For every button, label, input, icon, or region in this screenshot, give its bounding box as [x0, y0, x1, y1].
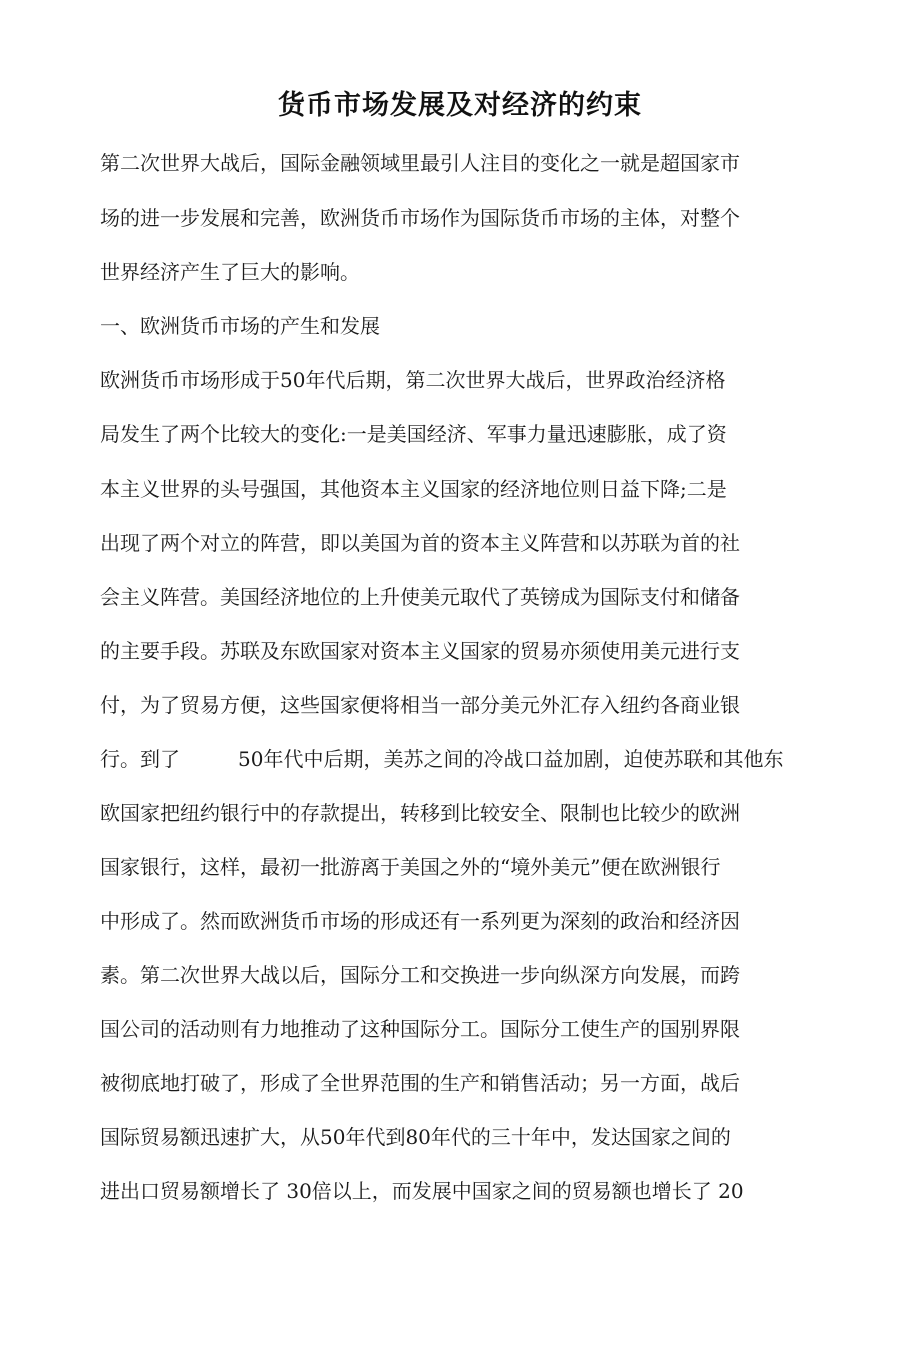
text-line: 场的进一步发展和完善，欧洲货币市场作为国际货币市场的主体，对整个: [100, 206, 740, 230]
document-title: 货币市场发展及对经济的约束: [278, 90, 642, 121]
text-line: 第二次世界大战后，国际金融领域里最引人注目的变化之一就是超国家市: [100, 151, 740, 175]
text-line: 中形成了。然而欧洲货币市场的形成还有一系列更为深刻的政治和经济因: [100, 909, 740, 933]
text-line: 会主义阵营。美国经济地位的上升使美元取代了英镑成为国际支付和储备: [100, 585, 740, 609]
text-line: 国公司的活动则有力地推动了这种国际分工。国际分工使生产的国别界限: [100, 1017, 740, 1041]
text-line: 世界经济产生了巨大的影响。: [100, 260, 360, 284]
text-line: 本主义世界的头号强国，其他资本主义国家的经济地位则日益下降;二是: [100, 477, 727, 501]
text-fragment: 50年代中后期，美苏之间的冷战口益加剧，迫使苏联和其他东: [238, 747, 784, 771]
text-line: 付，为了贸易方便，这些国家便将相当一部分美元外汇存入纽约各商业银: [100, 693, 740, 717]
text-line: 进出口贸易额增长了 30倍以上，而发展中国家之间的贸易额也增长了 20: [100, 1179, 744, 1203]
text-line: 局发生了两个比较大的变化:一是美国经济、军事力量迅速膨胀，成了资: [100, 422, 727, 446]
text-line: 的主要手段。苏联及东欧国家对资本主义国家的贸易亦须使用美元进行支: [100, 639, 740, 663]
text-fragment: 行。到了: [100, 747, 180, 771]
text-line: 出现了两个对立的阵营，即以美国为首的资本主义阵营和以苏联为首的社: [100, 531, 740, 555]
text-line: 国家银行，这样，最初一批游离于美国之外的“境外美元”便在欧洲银行: [100, 855, 721, 879]
section-heading: 一、欧洲货币市场的产生和发展: [100, 314, 380, 338]
text-line: 素。第二次世界大战以后，国际分工和交换进一步向纵深方向发展，而跨: [100, 963, 740, 987]
text-line: 欧洲货币市场形成于50年代后期，第二次世界大战后，世界政治经济格: [100, 368, 726, 392]
text-line: 国际贸易额迅速扩大，从50年代到80年代的三十年中，发达国家之间的: [100, 1125, 731, 1149]
text-line: 被彻底地打破了，形成了全世界范围的生产和销售活动；另一方面，战后: [100, 1071, 740, 1095]
text-line-split: [100, 744, 783, 774]
text-line: 欧国家把纽约银行中的存款提出，转移到比较安全、限制也比较少的欧洲: [100, 801, 740, 825]
